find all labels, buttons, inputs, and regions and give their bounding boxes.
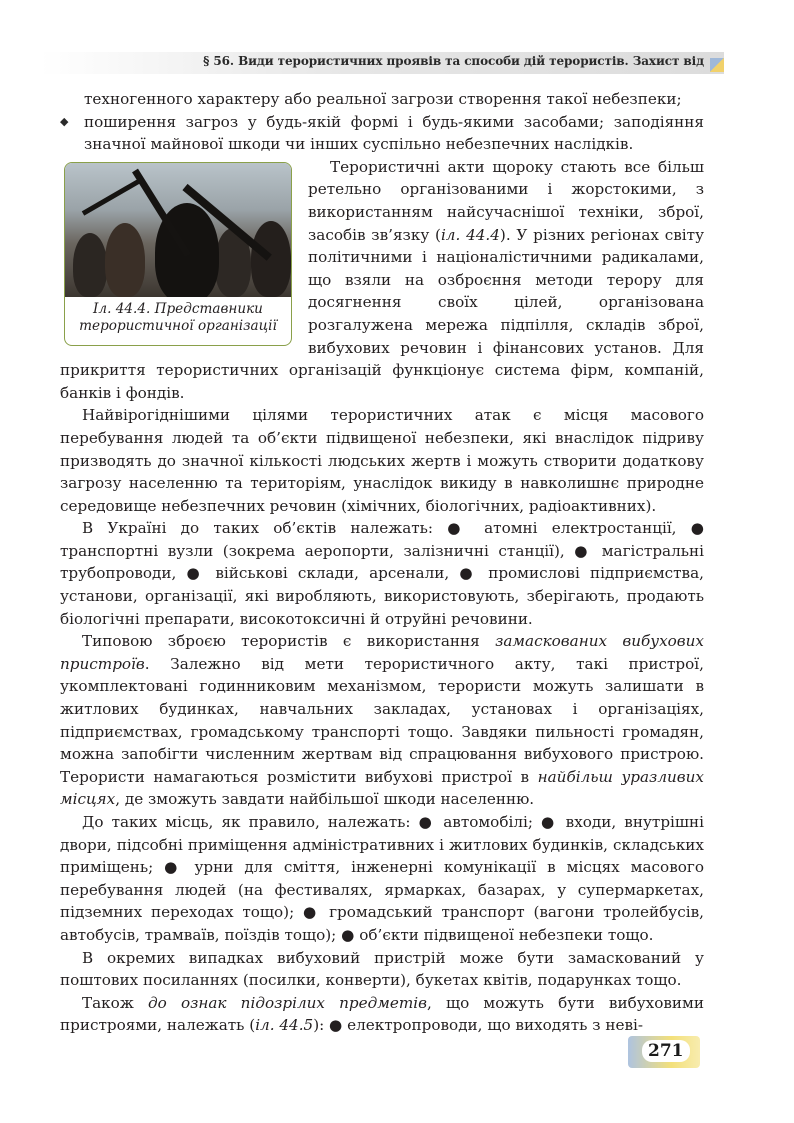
figure-caption: Іл. 44.4. Представники терористичної організації xyxy=(79,300,277,334)
running-title: § 56. Види терористичних проявів та способи дій терористів. Захист від xyxy=(203,54,704,68)
terrorists-photo xyxy=(65,163,291,297)
page-number: 271 xyxy=(642,1040,690,1062)
figure-44-4 xyxy=(64,162,292,346)
bullet-item: ◆ поширення загроз у будь-якій формі і будь-якими засобами; заподіяння значної майнової шкоди чи інших суспільно небезпечних наслідків. xyxy=(60,111,704,156)
running-header xyxy=(40,52,724,74)
paragraph: До таких місць, як правило, належать: ● автомобілі; ● входи, внутрішні двори, підсобні приміщення адміністративних і житлових будинків, складських приміщень; ● урни для сміття, інженерні комунікації в місцях масового перебування людей (на фестивалях, ярмарках, базарах, у супермаркетах, підземних переходах тощо); ● громадський транспорт (вагони тролейбусів, автобусів, трамваїв, поїздів тощо); ● об’єкти підвищеної небезпеки тощо. xyxy=(60,813,704,944)
paragraph: техногенного характеру або реальної загрози створення такої небезпеки; xyxy=(84,90,682,108)
paragraph: Терористичні акти щороку стають все більш ретельно організованими і жорстокими, з використанням найсучаснішої техніки, зброї, засобів зв’язку (іл. 44.4). У різних регіонах світу політичними і націоналістичними радикалами, що взяли на озброєння методи терору для досягнення своїх цілей, організована розгалужена мережа підпілля, складів зброї, вибухових речовин і фінансових установ. Для прикриття терористичних організацій функціонує система фірм, компаній, банків і фондів. xyxy=(60,157,705,402)
paragraph: Типовою зброєю терористів є використання замаскованих вибухових пристроїв. Залежно від мети терористичного акту, такі пристрої, укомплектовані годинниковим механізмом, терористи можуть залишати в житлових будинках, навчальних закладах, установах і організаціях, підприємствах, громадському транспорті тощо. Завдяки пильності громадян, можна запобігти численним жертвам від спрацювання вибухового пристрою. Терористи намагаються розмістити вибухові пристрої в найбільш уразливих місцях, де зможуть завдати найбільшої шкоди населенню. xyxy=(60,632,704,809)
paragraph: В Україні до таких об’єктів належать: ● атомні електростанції, ● транспортні вузли (зокрема аеропорти, залізничні станції), ● магістральні трубопроводи, ● військові склади, арсенали, ● промислові підприємства, установи, організації, які виробляють, використовують, зберігають, продають біологічні препарати, високотоксичні й отруйні речовини. xyxy=(60,519,704,628)
corner-decoration-icon xyxy=(710,58,724,72)
paragraph: Найвірогіднішими цілями терористичних атак є місця масового перебування людей та об’єкти підвищеної небезпеки, які внаслідок підриву призводять до значної кількості людських жертв і можуть створити додаткову загрозу населенню та територіям, унаслідок викиду в навколишнє природне середовище небезпечних речовин (хімічних, біологічних, радіоактивних). xyxy=(60,406,704,515)
paragraph: В окремих випадках вибуховий пристрій може бути замаскований у поштових посиланнях (посилки, конверти), букетах квітів, подарунках тощо. xyxy=(60,948,704,990)
page-number-badge xyxy=(628,1036,700,1068)
paragraph: Також до ознак підозрілих предметів, що можуть бути вибуховими пристроями, належать (іл. 44.5): ● електропроводи, що виходять з неві- xyxy=(60,993,704,1035)
page-body xyxy=(60,88,704,1037)
